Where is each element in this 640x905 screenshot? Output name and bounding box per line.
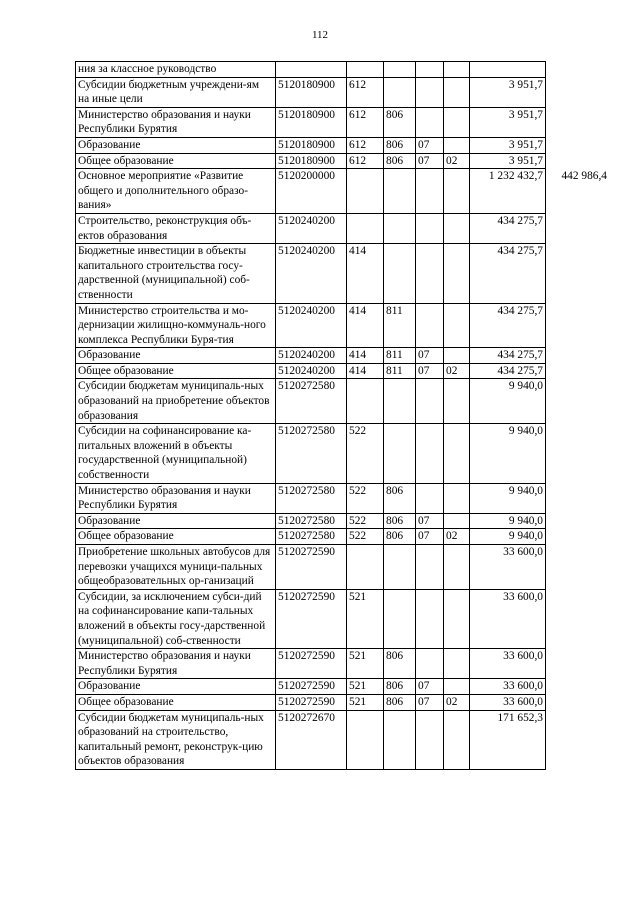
row-name-cell: Образование bbox=[76, 513, 276, 529]
subsection-cell bbox=[444, 710, 470, 769]
expense-type-cell: 522 bbox=[347, 483, 384, 513]
target-article-cell: 5120272590 bbox=[276, 694, 347, 710]
row-name-cell: Общее образование bbox=[76, 694, 276, 710]
amount-cell bbox=[470, 62, 546, 78]
section-cell bbox=[416, 77, 444, 107]
ministry-code-cell: 806 bbox=[384, 137, 416, 153]
ministry-code-cell bbox=[384, 77, 416, 107]
subsection-cell: 02 bbox=[444, 529, 470, 545]
amount-cell: 434 275,7 bbox=[470, 303, 546, 348]
extra-amount-cell bbox=[546, 710, 608, 769]
expense-type-cell: 521 bbox=[347, 694, 384, 710]
section-cell bbox=[416, 545, 444, 590]
table-row bbox=[76, 77, 608, 107]
expense-type-cell: 414 bbox=[347, 348, 384, 364]
extra-amount-cell bbox=[546, 107, 608, 137]
expense-type-cell: 612 bbox=[347, 137, 384, 153]
row-name-cell: Министерство образования и науки Республики Бурятия bbox=[76, 483, 276, 513]
table-row bbox=[76, 153, 608, 169]
expense-type-cell: 521 bbox=[347, 589, 384, 648]
extra-amount-cell bbox=[546, 77, 608, 107]
ministry-code-cell bbox=[384, 710, 416, 769]
section-cell: 07 bbox=[416, 694, 444, 710]
target-article-cell: 5120180900 bbox=[276, 107, 347, 137]
ministry-code-cell: 806 bbox=[384, 513, 416, 529]
expense-type-cell: 612 bbox=[347, 153, 384, 169]
section-cell: 07 bbox=[416, 137, 444, 153]
amount-cell: 3 951,7 bbox=[470, 107, 546, 137]
expense-type-cell bbox=[347, 169, 384, 214]
row-name-cell: Субсидии, за исключением субси-дий на софинансирование капи-тальных вложений в объекты госу-дарственной (муниципальной) соб-ственности bbox=[76, 589, 276, 648]
extra-amount-cell bbox=[546, 424, 608, 483]
row-name-cell: Основное мероприятие «Развитие общего и дополнительного образо-вания» bbox=[76, 169, 276, 214]
section-cell: 07 bbox=[416, 679, 444, 695]
row-name-cell: Бюджетные инвестиции в объекты капитального строительства госу-дарственной (муниципальной) соб-ственности bbox=[76, 244, 276, 303]
expense-type-cell bbox=[347, 213, 384, 243]
extra-amount-cell bbox=[546, 545, 608, 590]
section-cell bbox=[416, 62, 444, 78]
amount-cell: 171 652,3 bbox=[470, 710, 546, 769]
target-article-cell: 5120272580 bbox=[276, 483, 347, 513]
ministry-code-cell bbox=[384, 62, 416, 78]
row-name-cell: Приобретение школьных автобусов для перевозки учащихся муници-пальных общеобразовательных ор-ганизаций bbox=[76, 545, 276, 590]
section-cell bbox=[416, 213, 444, 243]
section-cell bbox=[416, 483, 444, 513]
table-row bbox=[76, 348, 608, 364]
amount-cell: 3 951,7 bbox=[470, 153, 546, 169]
subsection-cell bbox=[444, 545, 470, 590]
row-name-cell: Общее образование bbox=[76, 529, 276, 545]
section-cell bbox=[416, 589, 444, 648]
table-row bbox=[76, 363, 608, 379]
extra-amount-cell: 442 986,4 bbox=[561, 169, 607, 182]
target-article-cell: 5120272580 bbox=[276, 424, 347, 483]
row-name-cell: Субсидии на софинансирование ка-питальных вложений в объекты государственной (муниципальной) собственности bbox=[76, 424, 276, 483]
subsection-cell bbox=[444, 244, 470, 303]
extra-amount-cell bbox=[546, 363, 608, 379]
subsection-cell bbox=[444, 649, 470, 679]
amount-cell: 9 940,0 bbox=[470, 483, 546, 513]
subsection-cell bbox=[444, 679, 470, 695]
amount-cell: 434 275,7 bbox=[470, 213, 546, 243]
amount-cell: 9 940,0 bbox=[470, 513, 546, 529]
extra-amount-cell bbox=[546, 244, 608, 303]
table-row bbox=[76, 62, 608, 78]
subsection-cell bbox=[444, 107, 470, 137]
subsection-cell bbox=[444, 62, 470, 78]
subsection-cell bbox=[444, 77, 470, 107]
table-row bbox=[76, 107, 608, 137]
expense-type-cell: 414 bbox=[347, 244, 384, 303]
ministry-code-cell: 806 bbox=[384, 679, 416, 695]
page-number: 112 bbox=[311, 29, 329, 41]
extra-amount-cell bbox=[546, 153, 608, 169]
extra-amount-cell bbox=[546, 137, 608, 153]
expense-type-cell: 522 bbox=[347, 529, 384, 545]
target-article-cell: 5120272590 bbox=[276, 679, 347, 695]
section-cell: 07 bbox=[416, 348, 444, 364]
ministry-code-cell bbox=[384, 213, 416, 243]
expense-type-cell bbox=[347, 545, 384, 590]
section-cell bbox=[416, 424, 444, 483]
row-name-cell: Субсидии бюджетам муниципаль-ных образований на строительство, капитальный ремонт, реконструк-цию объектов образования bbox=[76, 710, 276, 769]
section-cell: 07 bbox=[416, 513, 444, 529]
row-name-cell: Общее образование bbox=[76, 153, 276, 169]
section-cell bbox=[416, 710, 444, 769]
expense-type-cell: 414 bbox=[347, 303, 384, 348]
table-row bbox=[76, 244, 608, 303]
row-name-cell: Министерство образования и науки Республики Бурятия bbox=[76, 107, 276, 137]
table-row bbox=[76, 424, 608, 483]
table-row bbox=[76, 694, 608, 710]
table-row bbox=[76, 513, 608, 529]
target-article-cell: 5120240200 bbox=[276, 244, 347, 303]
table-row bbox=[76, 679, 608, 695]
amount-cell: 33 600,0 bbox=[470, 694, 546, 710]
expense-type-cell: 522 bbox=[347, 513, 384, 529]
row-name-cell: Субсидии бюджетам муниципаль-ных образований на приобретение объектов образования bbox=[76, 379, 276, 424]
extra-amount-cell bbox=[546, 679, 608, 695]
target-article-cell: 5120180900 bbox=[276, 137, 347, 153]
expense-type-cell: 612 bbox=[347, 77, 384, 107]
section-cell bbox=[416, 303, 444, 348]
amount-cell: 3 951,7 bbox=[470, 77, 546, 107]
extra-amount-cell bbox=[546, 62, 608, 78]
table-row bbox=[76, 169, 608, 214]
extra-amount-cell bbox=[546, 348, 608, 364]
table-row bbox=[76, 545, 608, 590]
table-row bbox=[76, 710, 608, 769]
extra-amount-cell bbox=[546, 694, 608, 710]
amount-cell: 9 940,0 bbox=[470, 424, 546, 483]
row-name-cell: ния за классное руководство bbox=[76, 62, 276, 78]
target-article-cell: 5120240200 bbox=[276, 348, 347, 364]
subsection-cell: 02 bbox=[444, 694, 470, 710]
section-cell: 07 bbox=[416, 153, 444, 169]
section-cell bbox=[416, 169, 444, 214]
subsection-cell bbox=[444, 513, 470, 529]
row-name-cell: Министерство строительства и мо-дернизации жилищно-коммуналь-ного комплекса Республики Буря-тия bbox=[76, 303, 276, 348]
amount-cell: 434 275,7 bbox=[470, 348, 546, 364]
ministry-code-cell: 806 bbox=[384, 107, 416, 137]
extra-amount-cell bbox=[546, 483, 608, 513]
subsection-cell bbox=[444, 483, 470, 513]
target-article-cell bbox=[276, 62, 347, 78]
amount-cell: 33 600,0 bbox=[470, 679, 546, 695]
target-article-cell: 5120272670 bbox=[276, 710, 347, 769]
subsection-cell bbox=[444, 348, 470, 364]
extra-amount-cell bbox=[546, 303, 608, 348]
ministry-code-cell: 811 bbox=[384, 363, 416, 379]
amount-cell: 33 600,0 bbox=[470, 589, 546, 648]
budget-table bbox=[75, 61, 608, 770]
ministry-code-cell: 806 bbox=[384, 483, 416, 513]
table-row bbox=[76, 483, 608, 513]
subsection-cell: 02 bbox=[444, 363, 470, 379]
amount-cell: 434 275,7 bbox=[470, 244, 546, 303]
target-article-cell: 5120272580 bbox=[276, 529, 347, 545]
expense-type-cell bbox=[347, 710, 384, 769]
target-article-cell: 5120240200 bbox=[276, 363, 347, 379]
extra-amount-cell bbox=[546, 213, 608, 243]
target-article-cell: 5120272580 bbox=[276, 379, 347, 424]
ministry-code-cell: 806 bbox=[384, 153, 416, 169]
section-cell bbox=[416, 107, 444, 137]
subsection-cell bbox=[444, 379, 470, 424]
ministry-code-cell bbox=[384, 424, 416, 483]
extra-amount-cell bbox=[546, 649, 608, 679]
row-name-cell: Субсидии бюджетным учреждени-ям на иные цели bbox=[76, 77, 276, 107]
ministry-code-cell bbox=[384, 244, 416, 303]
target-article-cell: 5120240200 bbox=[276, 213, 347, 243]
amount-cell: 9 940,0 bbox=[470, 529, 546, 545]
subsection-cell bbox=[444, 424, 470, 483]
subsection-cell: 02 bbox=[444, 153, 470, 169]
ministry-code-cell: 806 bbox=[384, 694, 416, 710]
extra-amount-cell bbox=[546, 513, 608, 529]
table-row bbox=[76, 303, 608, 348]
row-name-cell: Образование bbox=[76, 348, 276, 364]
target-article-cell: 5120180900 bbox=[276, 153, 347, 169]
section-cell bbox=[416, 379, 444, 424]
ministry-code-cell bbox=[384, 589, 416, 648]
extra-amount-cell bbox=[546, 589, 608, 648]
ministry-code-cell: 806 bbox=[384, 649, 416, 679]
target-article-cell: 5120240200 bbox=[276, 303, 347, 348]
target-article-cell: 5120272590 bbox=[276, 649, 347, 679]
extra-amount-cell bbox=[546, 529, 608, 545]
subsection-cell bbox=[444, 137, 470, 153]
section-cell: 07 bbox=[416, 363, 444, 379]
expense-type-cell: 522 bbox=[347, 424, 384, 483]
table-row bbox=[76, 213, 608, 243]
ministry-code-cell: 806 bbox=[384, 529, 416, 545]
ministry-code-cell: 811 bbox=[384, 348, 416, 364]
amount-cell: 33 600,0 bbox=[470, 545, 546, 590]
amount-cell: 1 232 432,7 bbox=[470, 169, 546, 214]
row-name-cell: Общее образование bbox=[76, 363, 276, 379]
subsection-cell bbox=[444, 589, 470, 648]
budget-table-body bbox=[76, 62, 608, 770]
expense-type-cell: 521 bbox=[347, 679, 384, 695]
target-article-cell: 5120272580 bbox=[276, 513, 347, 529]
ministry-code-cell bbox=[384, 545, 416, 590]
ministry-code-cell: 811 bbox=[384, 303, 416, 348]
section-cell bbox=[416, 244, 444, 303]
section-cell: 07 bbox=[416, 529, 444, 545]
row-name-cell: Образование bbox=[76, 137, 276, 153]
row-name-cell: Образование bbox=[76, 679, 276, 695]
target-article-cell: 5120272590 bbox=[276, 589, 347, 648]
amount-cell: 3 951,7 bbox=[470, 137, 546, 153]
section-cell bbox=[416, 649, 444, 679]
table-row bbox=[76, 529, 608, 545]
table-row bbox=[76, 379, 608, 424]
expense-type-cell: 612 bbox=[347, 107, 384, 137]
target-article-cell: 5120200000 bbox=[276, 169, 347, 214]
target-article-cell: 5120272590 bbox=[276, 545, 347, 590]
table-row bbox=[76, 649, 608, 679]
row-name-cell: Строительство, реконструкция объ-ектов образования bbox=[76, 213, 276, 243]
expense-type-cell bbox=[347, 379, 384, 424]
table-row bbox=[76, 137, 608, 153]
row-name-cell: Министерство образования и науки Республики Бурятия bbox=[76, 649, 276, 679]
subsection-cell bbox=[444, 169, 470, 214]
ministry-code-cell bbox=[384, 379, 416, 424]
ministry-code-cell bbox=[384, 169, 416, 214]
amount-cell: 9 940,0 bbox=[470, 379, 546, 424]
extra-amount-cell bbox=[546, 379, 608, 424]
expense-type-cell: 414 bbox=[347, 363, 384, 379]
amount-cell: 434 275,7 bbox=[470, 363, 546, 379]
table-row bbox=[76, 589, 608, 648]
expense-type-cell bbox=[347, 62, 384, 78]
amount-cell: 33 600,0 bbox=[470, 649, 546, 679]
subsection-cell bbox=[444, 303, 470, 348]
expense-type-cell: 521 bbox=[347, 649, 384, 679]
target-article-cell: 5120180900 bbox=[276, 77, 347, 107]
subsection-cell bbox=[444, 213, 470, 243]
